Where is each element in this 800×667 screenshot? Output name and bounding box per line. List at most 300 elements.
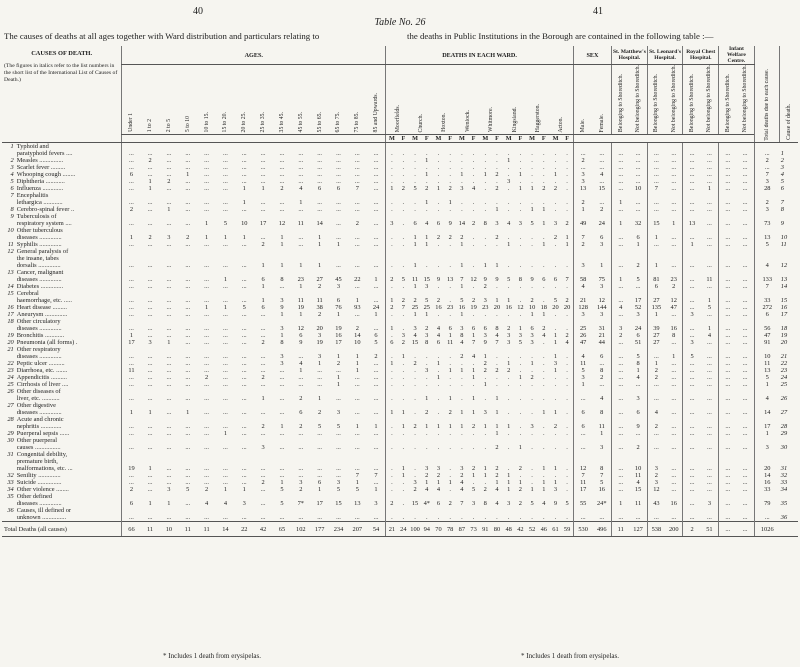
ward-f-0: F xyxy=(398,135,410,143)
institution-value: ... xyxy=(683,164,701,171)
table-row xyxy=(2,206,798,213)
sex-value: 3 xyxy=(600,283,604,291)
age-value xyxy=(348,388,367,395)
institution-value xyxy=(629,437,647,444)
cause-name: dorsalis .............. xyxy=(16,262,61,270)
table-row xyxy=(2,311,798,318)
age-value: ... xyxy=(185,206,191,214)
institution-value xyxy=(683,269,701,276)
institution-value xyxy=(719,269,737,276)
institution-value xyxy=(719,213,737,220)
age-value xyxy=(141,255,160,262)
institution-value: ... xyxy=(707,339,712,347)
ward-value: 1 xyxy=(507,486,511,494)
ward-value: . xyxy=(461,199,463,207)
ward-value xyxy=(421,192,433,199)
age-value: ... xyxy=(204,409,209,417)
age-value xyxy=(122,451,141,458)
ward-value: . xyxy=(386,486,398,493)
row-number xyxy=(2,458,15,465)
inst-col-6: Belonging to Shoreditch. xyxy=(719,65,737,135)
total-value: 3 xyxy=(754,178,779,185)
ward-value xyxy=(456,255,468,262)
age-value xyxy=(141,213,160,220)
total-value: 33 xyxy=(754,486,779,493)
age-value xyxy=(235,248,254,255)
total-value: 16 xyxy=(754,479,779,486)
age-value: 1 xyxy=(280,241,284,249)
institution-value xyxy=(701,318,719,325)
age-value: 2 xyxy=(204,374,209,382)
ward-value xyxy=(409,192,421,199)
age-value: ... xyxy=(204,185,209,193)
table-row xyxy=(2,353,798,360)
ward-value xyxy=(433,458,445,465)
institution-value: ... xyxy=(707,283,712,291)
institution-value: ... xyxy=(742,360,748,368)
page-number-left: 40 xyxy=(193,6,203,17)
age-value: 6 xyxy=(261,304,265,312)
institution-value: ... xyxy=(742,311,748,319)
age-value xyxy=(329,269,348,276)
ward-value xyxy=(433,227,445,234)
age-value: ... xyxy=(260,199,266,207)
ward-col-1: Church. xyxy=(409,65,432,135)
institution-value: ... xyxy=(683,206,701,213)
age-value xyxy=(235,451,254,458)
ward-value: . xyxy=(484,185,487,193)
institution-value xyxy=(701,346,719,353)
ward-value xyxy=(468,143,480,151)
ward-value: 16 xyxy=(505,304,512,312)
age-value: ... xyxy=(204,423,209,431)
age-value: ... xyxy=(317,381,323,389)
total-value: 14 xyxy=(754,472,779,479)
ward-value xyxy=(479,416,491,423)
institution-value xyxy=(647,318,665,325)
sex-value: ... xyxy=(599,157,605,165)
institution-value xyxy=(736,143,754,151)
row-number xyxy=(2,395,15,402)
institution-value xyxy=(736,255,754,262)
age-value xyxy=(254,416,273,423)
age-value: ... xyxy=(223,465,228,473)
age-value xyxy=(197,493,216,500)
age-value: 6 xyxy=(299,409,303,417)
ward-value xyxy=(526,451,538,458)
institution-value xyxy=(629,416,647,423)
institution-value: ... xyxy=(683,479,701,486)
ward-value: 1 xyxy=(413,283,417,291)
row-number-right: 11 xyxy=(780,241,787,249)
institution-value: ... xyxy=(719,339,737,346)
institution-value xyxy=(701,143,719,151)
institution-value: ... xyxy=(707,360,712,368)
table-row xyxy=(2,388,798,395)
ward-value: . xyxy=(472,430,475,438)
age-value: ... xyxy=(223,332,228,340)
ward-value: . xyxy=(402,367,405,375)
age-value: ... xyxy=(223,514,228,522)
age-value xyxy=(122,458,141,465)
ward-value xyxy=(468,346,480,353)
row-number-right xyxy=(780,346,798,353)
age-value: ... xyxy=(204,283,209,291)
age-value: ... xyxy=(354,283,360,291)
ward-value: . xyxy=(386,472,398,479)
age-value: ... xyxy=(122,374,141,381)
ward-value: . xyxy=(437,150,440,158)
age-value: ... xyxy=(373,374,379,382)
cause-name: diseases .............. xyxy=(16,500,62,508)
institution-value: ... xyxy=(647,199,665,206)
age-value xyxy=(291,227,310,234)
age-value xyxy=(348,192,367,199)
ward-value: 1 xyxy=(460,241,464,249)
sex-value: 5 xyxy=(573,367,592,374)
institution-value: ... xyxy=(707,423,712,431)
ward-value: 2 xyxy=(507,325,511,333)
age-value: ... xyxy=(373,409,379,417)
age-value: 2 xyxy=(261,479,265,487)
ward-value: . xyxy=(386,234,398,241)
row-number-right: 12 xyxy=(780,262,788,270)
institution-value xyxy=(612,318,630,325)
total-value: 28 xyxy=(754,185,779,192)
age-value: ... xyxy=(166,444,172,452)
ward-value: 4 xyxy=(507,220,511,228)
institution-value: ... xyxy=(719,472,737,479)
ward-value: . xyxy=(437,409,440,417)
row-number-right: 28 xyxy=(780,423,788,431)
age-value: ... xyxy=(241,178,247,186)
institution-value: ... xyxy=(683,262,701,269)
ward-value: 8 xyxy=(460,332,464,340)
ward-value: 7 xyxy=(460,500,464,508)
table-row xyxy=(2,178,798,185)
age-value: 13 xyxy=(354,500,361,508)
sex-value: ... xyxy=(599,360,605,368)
age-col-9: 45 to 55. xyxy=(291,65,310,135)
age-value xyxy=(273,192,292,199)
ward-value: 2 xyxy=(507,367,511,375)
age-value: 2 xyxy=(148,157,152,165)
ward-m-1: M xyxy=(409,135,421,143)
age-value xyxy=(329,402,348,409)
sex-value: 6 xyxy=(600,353,604,361)
age-value: ... xyxy=(279,430,285,438)
total-ward: 80 xyxy=(491,522,503,537)
ward-value: . xyxy=(414,395,416,403)
age-value xyxy=(216,290,235,297)
row-number: 25 xyxy=(7,381,14,389)
age-value: ... xyxy=(122,297,141,304)
age-value: ... xyxy=(147,220,153,228)
institution-value xyxy=(736,290,754,297)
institution-value: ... xyxy=(719,178,737,185)
ward-m-3: M xyxy=(456,135,468,143)
ward-value: . xyxy=(484,311,487,319)
ward-value: . xyxy=(519,311,522,319)
sex-value xyxy=(592,416,611,423)
ward-value: . xyxy=(402,262,405,270)
age-value: ... xyxy=(317,199,323,207)
ward-value xyxy=(515,318,527,325)
ward-value xyxy=(433,346,445,353)
sex-value: 49 xyxy=(573,220,592,227)
age-value: ... xyxy=(241,381,247,389)
age-value: ... xyxy=(147,206,153,214)
age-value xyxy=(159,192,178,199)
ward-value xyxy=(444,402,456,409)
ward-value xyxy=(526,213,538,220)
institution-value: ... xyxy=(719,444,737,451)
sex-value: 12 xyxy=(573,465,592,472)
ward-value xyxy=(433,248,445,255)
total-value: 20 xyxy=(754,465,779,472)
age-value: ... xyxy=(204,367,209,375)
ward-value xyxy=(444,143,456,151)
ward-value: 1 xyxy=(386,360,398,367)
ward-value: 2 xyxy=(401,339,405,347)
ward-value: . xyxy=(402,164,405,172)
row-number-right: 1 xyxy=(780,150,784,158)
ward-value: 1 xyxy=(518,444,522,452)
row-number-right: 19 xyxy=(780,332,788,340)
age-value: ... xyxy=(354,262,360,270)
age-value: 5 xyxy=(242,304,246,312)
age-value: ... xyxy=(147,276,153,284)
age-value: ... xyxy=(354,381,360,389)
total-value xyxy=(754,388,779,395)
age-value: 9 xyxy=(280,304,284,312)
age-value xyxy=(122,248,141,255)
ward-value: . xyxy=(554,178,557,186)
age-value: ... xyxy=(298,234,304,242)
sex-value: ... xyxy=(573,395,592,402)
cause-name: Causes, ill defined or xyxy=(16,507,72,515)
age-value xyxy=(141,346,160,353)
ward-value xyxy=(550,255,562,262)
institution-value: ... xyxy=(719,430,737,437)
institution-value: ... xyxy=(671,185,677,193)
ward-value: . xyxy=(507,185,510,193)
age-value xyxy=(273,493,292,500)
institution-value xyxy=(612,290,630,297)
institution-value: 3 xyxy=(612,325,630,332)
cause-name: Cerebro-spinal fever .. xyxy=(16,206,75,214)
ward-value: 2 xyxy=(413,360,417,368)
ward-value: . xyxy=(507,430,510,438)
cause-name: the insane, tabes xyxy=(16,255,59,263)
age-value xyxy=(329,451,348,458)
age-value xyxy=(159,255,178,262)
ward-value: 1 xyxy=(542,220,546,228)
cause-name: Measles ............... xyxy=(16,157,64,165)
age-value: 1 xyxy=(148,465,152,473)
ward-value: . xyxy=(461,360,463,368)
infant-welfare-header: Infant Welfare Centre. xyxy=(719,46,755,65)
age-value: ... xyxy=(260,171,266,179)
ward-value xyxy=(433,255,445,262)
ward-value: 1 xyxy=(460,262,464,270)
age-value: ... xyxy=(147,297,153,305)
institution-value: ... xyxy=(612,311,630,318)
ward-value: . xyxy=(531,199,533,207)
institution-value: ... xyxy=(612,157,630,164)
ward-value: 2 xyxy=(483,360,487,368)
total-ward: 100 xyxy=(409,522,421,537)
ward-value xyxy=(409,213,421,220)
age-value: ... xyxy=(260,178,266,186)
ward-value: . xyxy=(449,374,451,382)
age-value: ... xyxy=(373,283,379,291)
age-value: ... xyxy=(166,430,172,438)
ward-value: . xyxy=(449,150,451,158)
ward-value: 3 xyxy=(518,332,522,340)
institution-value xyxy=(719,192,737,199)
ward-value: . xyxy=(402,199,405,207)
age-value xyxy=(367,143,386,151)
age-value xyxy=(273,227,292,234)
age-value: ... xyxy=(122,430,141,437)
institution-value xyxy=(719,493,737,500)
ward-value xyxy=(479,213,491,220)
total-ward: 59 xyxy=(561,522,573,537)
institution-value: ... xyxy=(647,241,665,248)
ward-value: 2 xyxy=(401,297,405,305)
inst-col-5: Not belonging to Shoreditch. xyxy=(701,65,719,135)
age-value: 1 xyxy=(242,486,246,494)
cause-name: Tuberculosis of xyxy=(16,213,57,221)
age-value: ... xyxy=(223,150,228,158)
age-value: ... xyxy=(185,423,191,431)
institution-value: ... xyxy=(671,367,677,375)
ward-value xyxy=(538,416,550,423)
ward-value: 5 xyxy=(460,297,464,305)
row-number: 35 xyxy=(7,493,14,501)
institution-value: ... xyxy=(671,360,677,368)
age-value xyxy=(235,437,254,444)
age-value: ... xyxy=(354,409,360,417)
age-value: ... xyxy=(260,164,266,172)
ward-value xyxy=(538,255,550,262)
ward-value xyxy=(456,213,468,220)
total-blank xyxy=(780,522,798,537)
ward-value: 11 xyxy=(447,339,454,347)
age-value: ... xyxy=(373,465,379,473)
ward-value: . xyxy=(554,430,557,438)
ward-value xyxy=(433,269,445,276)
age-value: 76 xyxy=(335,304,342,312)
age-value xyxy=(216,416,235,423)
sex-value xyxy=(592,346,611,353)
cause-name: diseases .............. xyxy=(16,276,62,284)
age-value: 24 xyxy=(372,304,380,312)
ward-value: 6 xyxy=(542,276,546,284)
total-value xyxy=(754,227,779,234)
ward-value: . xyxy=(402,430,405,438)
institution-value: ... xyxy=(671,150,677,158)
sex-value: 31 xyxy=(598,325,605,333)
cause-name: General paralysis of xyxy=(16,248,69,256)
age-value xyxy=(291,416,310,423)
sex-value xyxy=(592,192,611,199)
ward-value: . xyxy=(386,241,398,248)
institution-value: ... xyxy=(671,311,677,319)
ward-value xyxy=(456,507,468,514)
age-value xyxy=(197,269,216,276)
ward-value: 2 xyxy=(565,332,569,340)
row-number-right: 3 xyxy=(780,164,784,172)
ward-value xyxy=(515,458,527,465)
ward-value xyxy=(526,437,538,444)
ward-value xyxy=(515,290,527,297)
ward-value xyxy=(433,213,445,220)
ward-value xyxy=(398,388,410,395)
ward-value: . xyxy=(566,150,568,158)
age-value xyxy=(310,493,329,500)
total-ward: 21 xyxy=(386,522,398,537)
ward-value xyxy=(538,493,550,500)
ward-value: 6 xyxy=(448,325,452,333)
age-value: 1 xyxy=(204,220,209,228)
institution-value: ... xyxy=(742,430,748,438)
age-value xyxy=(159,507,178,514)
age-value: ... xyxy=(223,297,228,305)
age-value xyxy=(254,248,273,255)
age-value: ... xyxy=(298,444,304,452)
ward-value: . xyxy=(402,157,405,165)
age-value: 1 xyxy=(280,423,284,431)
institution-value xyxy=(683,255,701,262)
age-value: 1 xyxy=(374,311,378,319)
institution-value xyxy=(736,318,754,325)
institution-value: ... xyxy=(612,262,630,269)
table-row xyxy=(2,514,798,522)
age-value xyxy=(310,416,329,423)
row-number: 1 xyxy=(10,143,14,151)
row-number-right xyxy=(780,248,798,255)
ward-value xyxy=(561,346,573,353)
ward-value: . xyxy=(437,171,440,179)
ward-value: . xyxy=(449,381,451,389)
age-value: 1 xyxy=(280,311,284,319)
institution-value: ... xyxy=(612,206,630,213)
ward-value: 7 xyxy=(460,276,464,284)
ward-value xyxy=(456,143,468,151)
age-value: 23 xyxy=(297,276,304,284)
ward-value: . xyxy=(402,444,405,452)
age-value: ... xyxy=(260,514,266,522)
age-value: ... xyxy=(185,304,191,312)
age-value xyxy=(122,290,141,297)
institution-value xyxy=(719,402,737,409)
age-value xyxy=(178,451,197,458)
age-value: ... xyxy=(354,395,360,403)
row-number-right: 16 xyxy=(780,304,788,312)
age-value xyxy=(235,346,254,353)
row-number-right xyxy=(780,402,798,409)
age-value: ... xyxy=(223,325,228,333)
ward-value: . xyxy=(449,297,451,305)
ward-value xyxy=(444,451,456,458)
age-value: 19 xyxy=(335,325,342,333)
ward-value xyxy=(433,437,445,444)
institution-value: ... xyxy=(742,199,748,207)
ward-value: 1 xyxy=(471,374,476,382)
ward-value: 1 xyxy=(401,465,405,473)
